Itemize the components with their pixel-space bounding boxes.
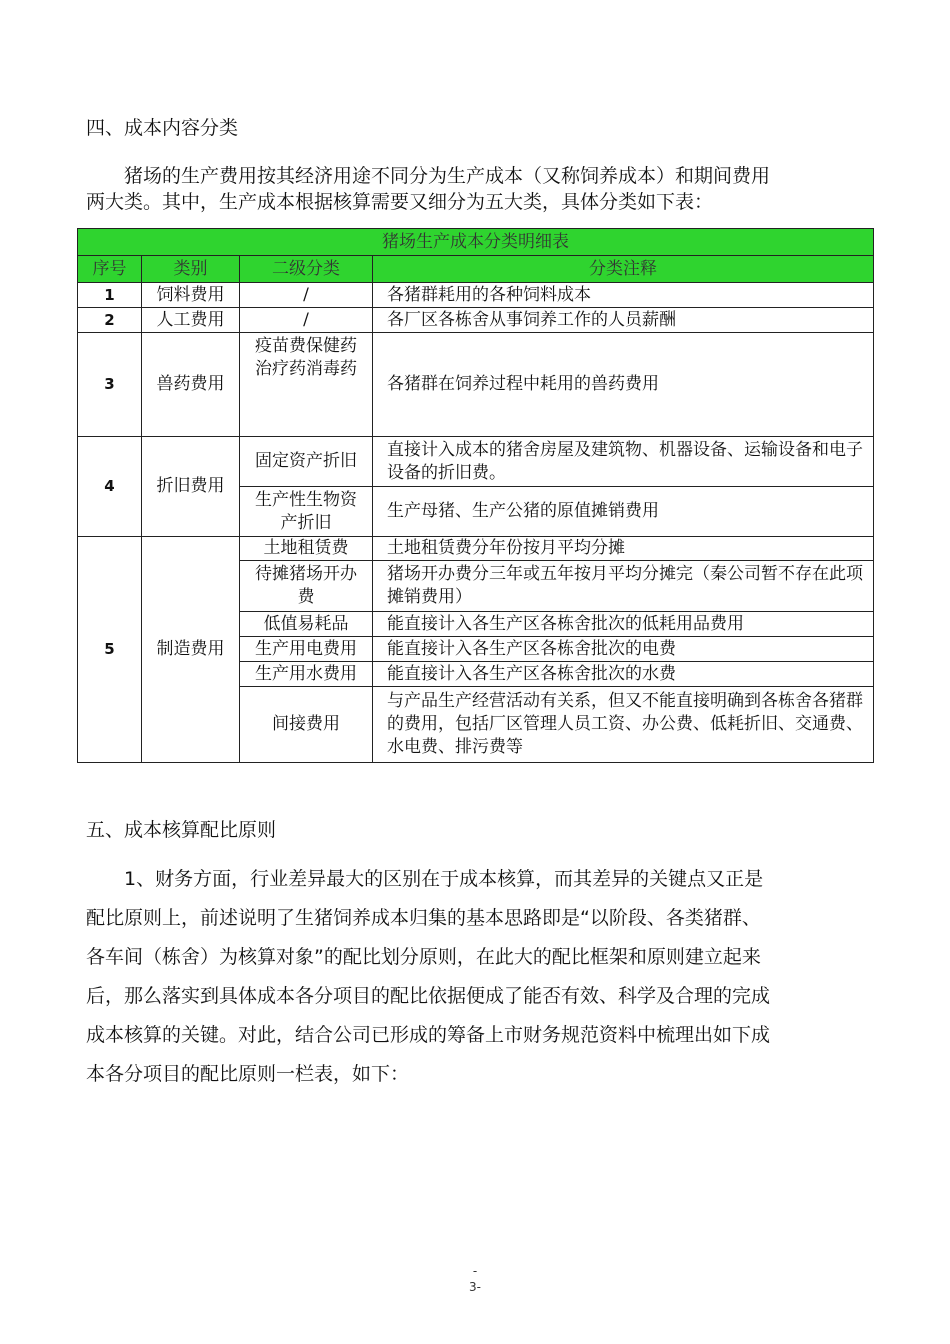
row-subcategory: 间接费用 bbox=[240, 687, 373, 763]
row-number: 2 bbox=[78, 308, 142, 333]
table-row bbox=[78, 333, 874, 437]
table-row bbox=[78, 283, 874, 308]
row-subcategory: 生产性生物资产折旧 bbox=[240, 487, 373, 537]
text-line: 两大类。其中，生产成本根据核算需要又细分为五大类，具体分类如下表： bbox=[86, 191, 714, 213]
row-note: 土地租赁费分年份按月平均分摊 bbox=[373, 537, 874, 561]
row-note: 直接计入成本的猪舍房屋及建筑物、机器设备、运输设备和电子设备的折旧费。 bbox=[373, 437, 874, 487]
row-category: 饲料费用 bbox=[142, 283, 240, 308]
row-note: 与产品生产经营活动有关系，但又不能直接明确到各栋舍各猪群的费用，包括厂区管理人员工资、办公费、低耗折旧、交通费、水电费、排污费等 bbox=[373, 687, 874, 763]
header-no: 序号 bbox=[78, 256, 142, 283]
row-note: 能直接计入各生产区各栋舍批次的水费 bbox=[373, 662, 874, 687]
text-line: 成本核算的关键。对此，结合公司已形成的筹备上市财务规范资料中梳理出如下成 bbox=[86, 1024, 771, 1046]
row-category: 人工费用 bbox=[142, 308, 240, 333]
section-heading: 四、成本内容分类 bbox=[86, 117, 239, 139]
row-subcategory: 低值易耗品 bbox=[240, 612, 373, 637]
row-category: 制造费用 bbox=[142, 537, 240, 763]
row-subcategory: / bbox=[240, 308, 373, 333]
row-category: 折旧费用 bbox=[142, 437, 240, 537]
text-line: 猪场的生产费用按其经济用途不同分为生产成本（又称饲养成本）和期间费用 bbox=[86, 165, 771, 187]
footer-dash: - bbox=[472, 1264, 478, 1278]
row-category: 兽药费用 bbox=[142, 333, 240, 437]
row-note: 能直接计入各生产区各栋舍批次的低耗用品费用 bbox=[373, 612, 874, 637]
header-category: 类别 bbox=[142, 256, 240, 283]
text-line: 后，那么落实到具体成本各分项目的配比依据便成了能否有效、科学及合理的完成 bbox=[86, 985, 771, 1007]
row-note: 生产母猪、生产公猪的原值摊销费用 bbox=[373, 487, 874, 537]
row-number: 5 bbox=[78, 537, 142, 763]
section-heading: 五、成本核算配比原则 bbox=[86, 819, 277, 841]
row-number: 1 bbox=[78, 283, 142, 308]
row-subcategory: 生产用水费用 bbox=[240, 662, 373, 687]
header-subcategory: 二级分类 bbox=[240, 256, 373, 283]
row-subcategory: 固定资产折旧 bbox=[240, 437, 373, 487]
text-line: 本各分项目的配比原则一栏表，如下： bbox=[86, 1063, 410, 1085]
table-row bbox=[78, 537, 874, 561]
text-line: 各车间（栋舍）为核算对象”的配比划分原则，在此大的配比框架和原则建立起来 bbox=[86, 946, 761, 968]
row-subcategory: 待摊猪场开办费 bbox=[240, 561, 373, 612]
row-subcategory: / bbox=[240, 283, 373, 308]
header-note: 分类注释 bbox=[373, 256, 874, 283]
page-number: 3- bbox=[469, 1280, 481, 1294]
row-note: 能直接计入各生产区各栋舍批次的电费 bbox=[373, 637, 874, 662]
table-row bbox=[78, 308, 874, 333]
row-note: 猪场开办费分三年或五年按月平均分摊完（秦公司暂不存在此项摊销费用） bbox=[373, 561, 874, 612]
text-line: 配比原则上，前述说明了生猪饲养成本归集的基本思路即是“以阶段、各类猪群、 bbox=[86, 907, 761, 929]
text-line: 1、财务方面，行业差异最大的区别在于成本核算，而其差异的关键点又正是 bbox=[86, 868, 764, 890]
row-note: 各厂区各栋舍从事饲养工作的人员薪酬 bbox=[373, 308, 874, 333]
cost-classification-table bbox=[77, 228, 874, 763]
row-note: 各猪群耗用的各种饲料成本 bbox=[373, 283, 874, 308]
row-number: 3 bbox=[78, 333, 142, 437]
table-title: 猪场生产成本分类明细表 bbox=[78, 229, 874, 256]
intro-paragraph bbox=[86, 163, 866, 215]
row-note: 各猪群在饲养过程中耗用的兽药费用 bbox=[373, 333, 874, 437]
table-row bbox=[78, 437, 874, 487]
row-number: 4 bbox=[78, 437, 142, 537]
row-subcategory: 土地租赁费 bbox=[240, 537, 373, 561]
row-subcategory: 疫苗费保健药治疗药消毒药 bbox=[240, 333, 373, 437]
row-subcategory: 生产用电费用 bbox=[240, 637, 373, 662]
principle-paragraph bbox=[86, 860, 866, 1094]
